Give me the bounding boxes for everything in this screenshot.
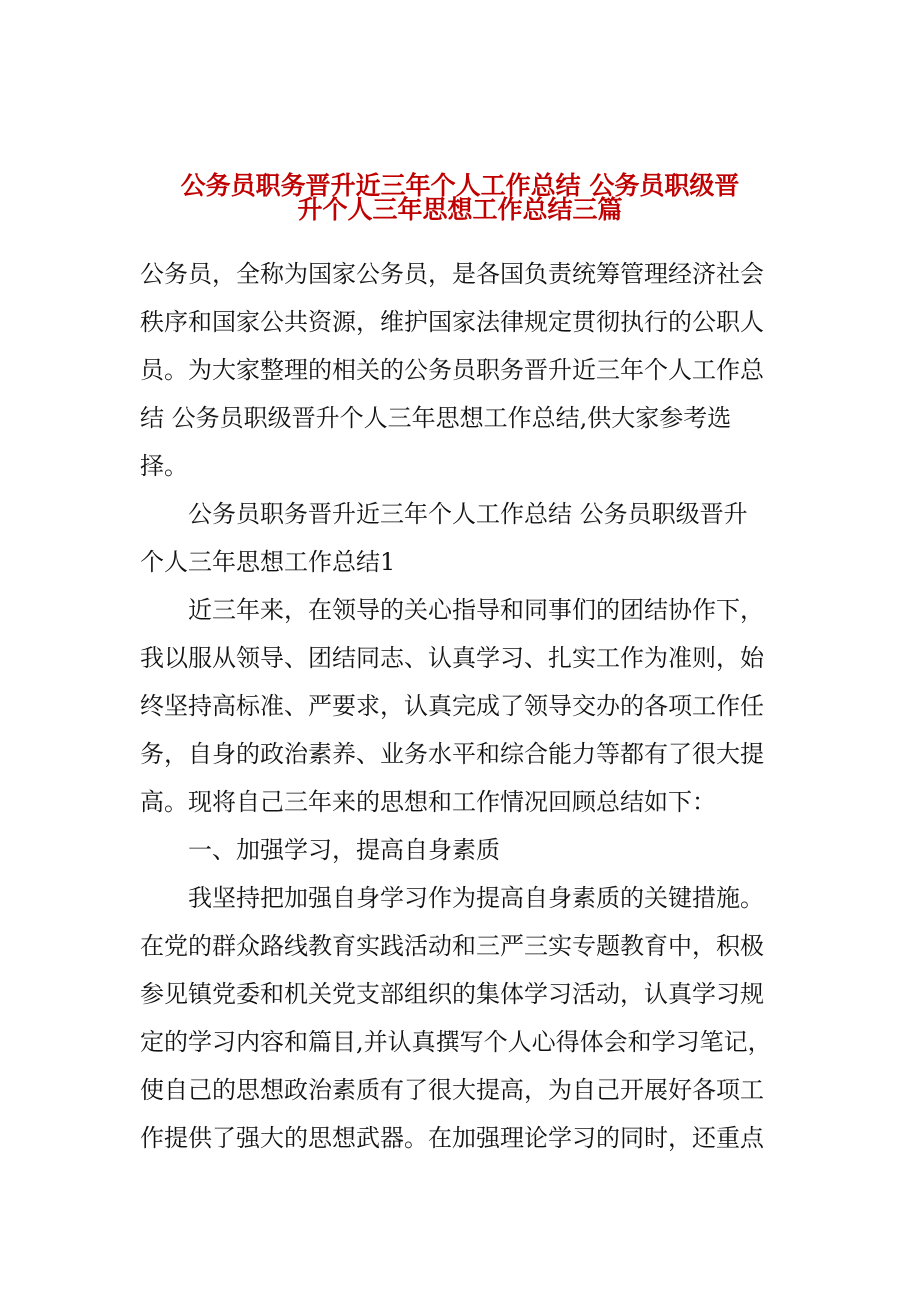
body-line: 我以服从领导、团结同志、认真学习、扎实工作为准则，始 <box>140 644 764 672</box>
document-title-line-2: 升个人三年思想工作总结三篇 <box>297 195 623 224</box>
body-line: 务，自身的政治素养、业务水平和综合能力等都有了很大提 <box>140 740 764 768</box>
document-body <box>140 250 790 1162</box>
body-line: 秩序和国家公共资源，维护国家法律规定贯彻执行的公职人 <box>140 308 764 336</box>
subheading-line: 公务员职务晋升近三年个人工作总结 公务员职级晋升 <box>188 500 748 528</box>
body-line: 员。为大家整理的相关的公务员职务晋升近三年个人工作总 <box>140 356 764 384</box>
body-line: 择。 <box>140 452 188 480</box>
subheading-line: 个人三年思想工作总结1 <box>140 548 396 576</box>
body-line: 我坚持把加强自身学习作为提高自身素质的关键措施。 <box>188 884 764 912</box>
body-line: 近三年来，在领导的关心指导和同事们的团结协作下， <box>188 596 764 624</box>
document-title-line-1: 公务员职务晋升近三年个人工作总结 公务员职级晋 <box>180 171 740 200</box>
body-line: 作提供了强大的思想武器。在加强理论学习的同时，还重点 <box>140 1124 764 1152</box>
body-line: 定的学习内容和篇目,并认真撰写个人心得体会和学习笔记， <box>140 1028 772 1056</box>
body-line: 公务员，全称为国家公务员，是各国负责统筹管理经济社会 <box>140 260 764 288</box>
section-heading: 一、加强学习，提高自身素质 <box>188 836 500 864</box>
body-line: 结 公务员职级晋升个人三年思想工作总结,供大家参考选 <box>140 404 732 432</box>
body-line: 在党的群众路线教育实践活动和三严三实专题教育中，积极 <box>140 932 764 960</box>
body-line: 高。现将自己三年来的思想和工作情况回顾总结如下： <box>140 788 716 816</box>
body-line: 参见镇党委和机关党支部组织的集体学习活动，认真学习规 <box>140 980 764 1008</box>
body-line: 使自己的思想政治素质有了很大提高，为自己开展好各项工 <box>140 1076 764 1104</box>
body-line: 终坚持高标准、严要求，认真完成了领导交办的各项工作任 <box>140 692 764 720</box>
